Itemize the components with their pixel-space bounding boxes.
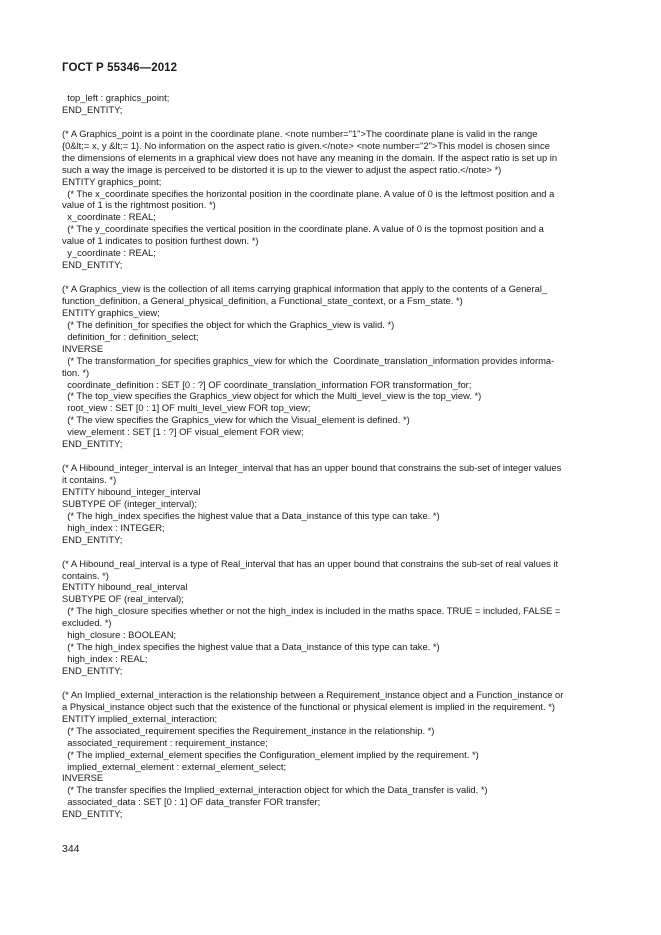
text-line: (* The high_index specifies the highest value that a Data_instance of this type can take. *) — [62, 509, 440, 521]
text-line: (* The high_closure specifies whether or not the high_index is included in the maths space. TRUE = included, FALSE = — [62, 605, 561, 617]
text-line: value of 1 is the rightmost position. *) — [62, 199, 216, 211]
text-line: (* The high_index specifies the highest value that a Data_instance of this type can take. *) — [62, 641, 440, 653]
blank-line — [62, 116, 598, 128]
text-line: implied_external_element : external_element_select; — [62, 760, 287, 772]
text-line: the dimensions of elements in a graphical view does not have any meaning in the domain. If the aspect ratio is set up in — [62, 151, 558, 163]
text-line: END_ENTITY; — [62, 438, 123, 450]
text-line: ENTITY implied_external_interaction; — [62, 712, 218, 724]
text-line: function_definition, a General_physical_definition, a Functional_state_context, or a Fsm_state. *) — [62, 294, 463, 306]
text-line: END_ENTITY; — [62, 808, 123, 820]
text-line: (* The x_coordinate specifies the horizontal position in the coordinate plane. A value of 0 is the leftmost position and a — [62, 187, 555, 199]
text-line: (* The y_coordinate specifies the vertical position in the coordinate plane. A value of 0 is the topmost position and a — [62, 223, 544, 235]
text-line: (* The view specifies the Graphics_view for which the Visual_element is defined. *) — [62, 414, 410, 426]
text-line: ENTITY graphics_view; — [62, 306, 160, 318]
text-line: (* The transformation_for specifies graphics_view for which the Coordinate_translation_information provides informa- — [62, 354, 555, 366]
text-line: root_view : SET [0 : 1] OF multi_level_view FOR top_view; — [62, 402, 311, 414]
text-line: ENTITY hibound_integer_interval — [62, 485, 201, 497]
text-line: high_index : REAL; — [62, 653, 148, 665]
text-line: top_left : graphics_point; — [62, 92, 170, 103]
text-line: (* The definition_for specifies the object for which the Graphics_view is valid. *) — [62, 318, 395, 330]
text-line: INVERSE — [62, 342, 104, 354]
blank-line — [62, 450, 598, 462]
text-line: a Physical_instance object such that the existence of the functional or physical element is implied in the requirement. *) — [62, 700, 555, 712]
text-line: view_element : SET [1 : ?] OF visual_element FOR view; — [62, 426, 304, 438]
text-line: END_ENTITY; — [62, 259, 123, 271]
page-header: ГОСТ Р 55346—2012 — [62, 62, 178, 74]
text-line: tion. *) — [62, 366, 90, 378]
document-body — [62, 92, 598, 820]
text-line: (* The top_view specifies the Graphics_view object for which the Multi_level_view is the top_view. *) — [62, 390, 482, 402]
text-line: ENTITY graphics_point; — [62, 175, 162, 187]
text-line: END_ENTITY; — [62, 533, 123, 545]
blank-line — [62, 546, 598, 558]
page-number: 344 — [62, 843, 80, 855]
text-line: x_coordinate : REAL; — [62, 211, 156, 223]
text-line: it contains. *) — [62, 474, 117, 485]
text-line: (* The transfer specifies the Implied_external_interaction object for which the Data_transfer is valid. *) — [62, 784, 488, 796]
text-line: (* A Hibound_integer_interval is an Integer_interval that has an upper bound that constrains the sub-set of integer values — [62, 462, 562, 474]
text-line: (* The associated_requirement specifies the Requirement_instance in the relationship. *) — [62, 724, 435, 736]
text-line: (* An Implied_external_interaction is the relationship between a Requirement_instance object and a Function_instance or — [62, 688, 564, 700]
text-line: SUBTYPE OF (real_interval); — [62, 593, 184, 605]
text-line: high_index : INTEGER; — [62, 521, 165, 533]
text-line: associated_requirement : requirement_instance; — [62, 736, 268, 748]
text-line: coordinate_definition : SET [0 : ?] OF coordinate_translation_information FOR transformation_for; — [62, 378, 472, 390]
text-line: (* A Graphics_view is the collection of all items carrying graphical information that apply to the contents of a General_ — [62, 283, 548, 294]
text-line: (* The implied_external_element specifies the Configuration_element implied by the requirement. *) — [62, 748, 479, 760]
blank-line — [62, 677, 598, 689]
text-line: END_ENTITY; — [62, 665, 123, 676]
text-line: value of 1 indicates to position furthest down. *) — [62, 235, 259, 247]
text-line: such a way the image is perceived to be distorted it is up to the viewer to adjust the aspect ratio.</note> *) — [62, 163, 502, 175]
blank-line — [62, 271, 598, 283]
text-line: excluded. *) — [62, 617, 112, 629]
text-line: SUBTYPE OF (integer_interval); — [62, 497, 197, 509]
text-line: associated_data : SET [0 : 1] OF data_transfer FOR transfer; — [62, 796, 321, 808]
text-line: definition_for : definition_select; — [62, 330, 199, 342]
text-line: INVERSE — [62, 772, 104, 784]
text-line: (* A Hibound_real_interval is a type of Real_interval that has an upper bound that constrains the sub-set of real values it — [62, 557, 559, 569]
text-line: END_ENTITY; — [62, 103, 123, 115]
text-line: y_coordinate : REAL; — [62, 247, 156, 259]
text-line: ENTITY hibound_real_interval — [62, 581, 188, 593]
text-line: (* A Graphics_point is a point in the coordinate plane. <note number="1">The coordinate plane is valid in the range — [62, 127, 538, 139]
text-line: contains. *) — [62, 569, 109, 581]
text-line: high_closure : BOOLEAN; — [62, 629, 177, 641]
text-line: {0&lt;= x, y &lt;= 1}. No information on the aspect ratio is given.</note> <note number="2">This model is chosen since — [62, 139, 550, 151]
